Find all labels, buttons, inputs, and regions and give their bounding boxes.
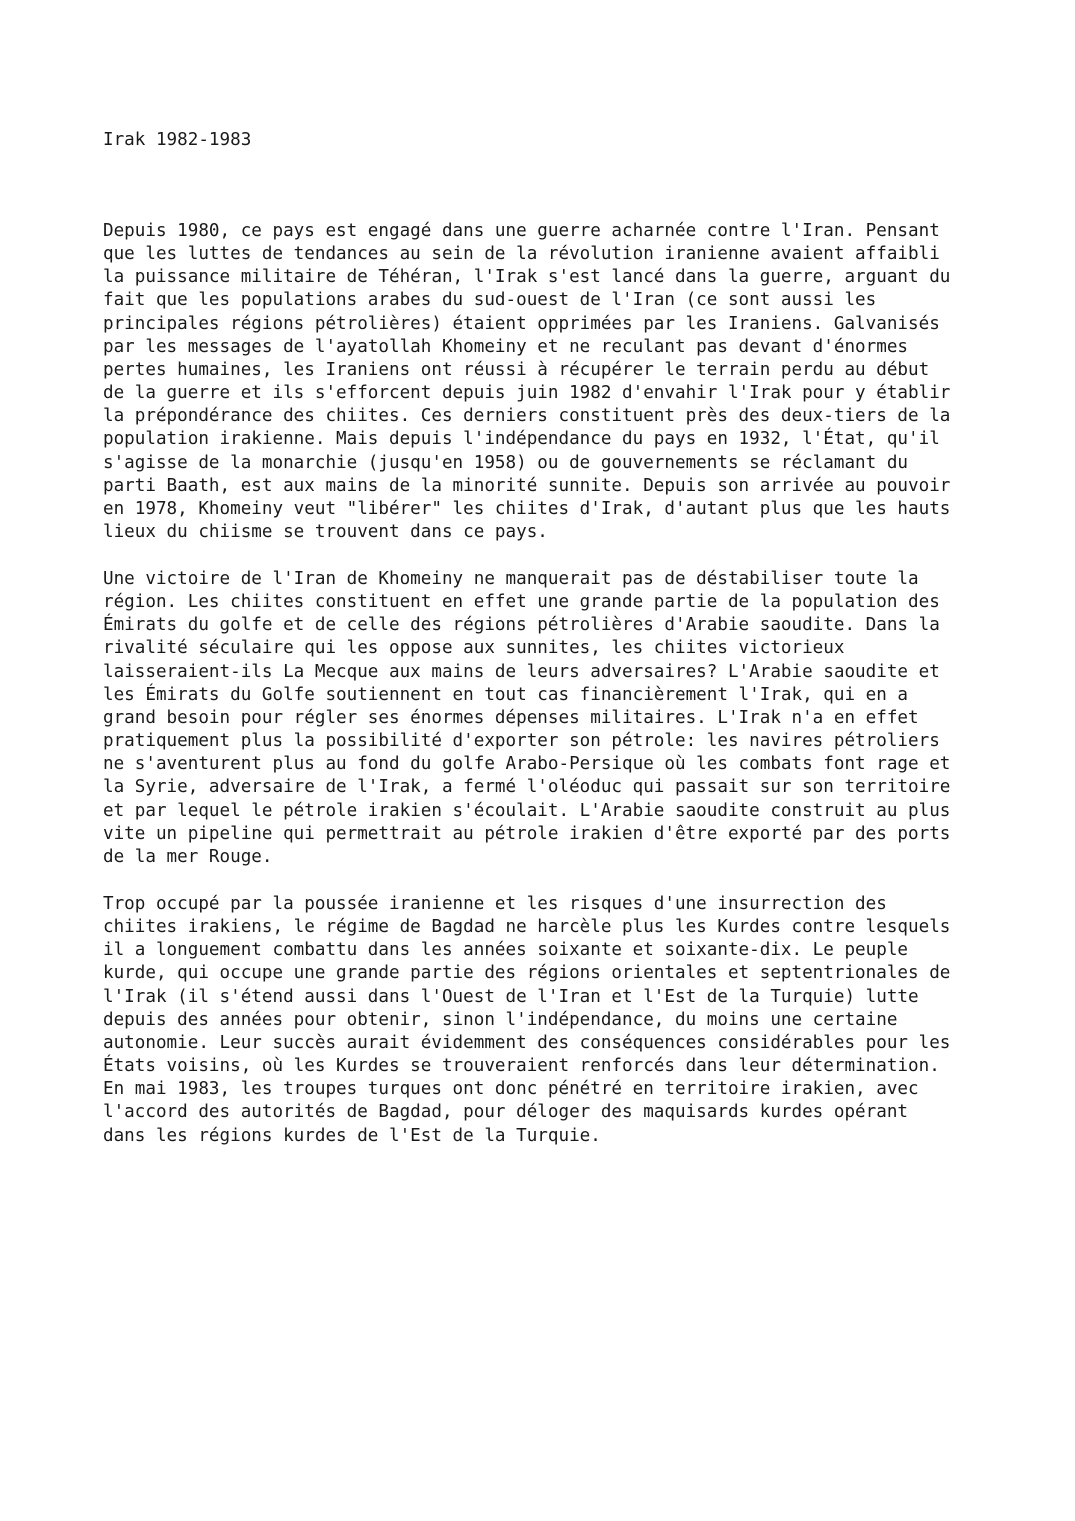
paragraph-regional-stakes: Une victoire de l'Iran de Khomeiny ne manquerait pas de déstabiliser toute la région. Les chiites constituent en effet une grande partie de la population des Émirats du golfe et de celle des régions pétrolières d'Arabie saoudite. Dans la rivalité séculaire qui les oppose aux sunnites, les chiites victorieux laisseraient-ils La Mecque aux mains de leurs adversaires? L'Arabie saoudite et les Émirats du Golfe soutiennent en tout cas financièrement l'Irak, qui en a grand besoin pour régler ses énormes dépenses militaires. L'Irak n'a en effet pratiquement plus la possibilité d'exporter son pétrole: les navires pétroliers ne s'aventurent plus au fond du golfe Arabo-Persique où les combats font rage et la Syrie, adversaire de l'Irak, a fermé l'oléoduc qui passait sur son territoire et par lequel le pétrole irakien s'écoulait. L'Arabie saoudite construit au plus vite un pipeline qui permettrait au pétrole irakien d'être exporté par des ports de la mer Rouge. [103,569,951,867]
paragraph-iran-war: Depuis 1980, ce pays est engagé dans une guerre acharnée contre l'Iran. Pensant que les luttes de tendances au sein de la révolution iranienne avaient affaibli la puissance militaire de Téhéran, l'Irak s'est lancé dans la guerre, arguant du fait que les populations arabes du sud-ouest de l'Iran (ce sont aussi les principales régions pétrolières) étaient opprimées par les Iraniens. Galvanisés par les messages de l'ayatollah Khomeiny et ne reculant pas devant d'énormes pertes humaines, les Iraniens ont réussi à récupérer le terrain perdu au début de la guerre et ils s'efforcent depuis juin 1982 d'envahir l'Irak pour y établir la prépondérance des chiites. Ces derniers constituent près des deux-tiers de la population irakienne. Mais depuis l'indépendance du pays en 1932, l'État, qu'il s'agisse de la monarchie (jusqu'en 1958) ou de gouvernements se réclamant du parti Baath, est aux mains de la minorité sunnite. Depuis son arrivée au pouvoir en 1978, Khomeiny veut "libérer" les chiites d'Irak, d'autant plus que les hauts lieux du chiisme se trouvent dans ce pays. [103,221,951,543]
document-title: Irak 1982-1983 [103,130,252,150]
paragraph-kurds: Trop occupé par la poussée iranienne et les risques d'une insurrection des chiites irakiens, le régime de Bagdad ne harcèle plus les Kurdes contre lesquels il a longuement combattu dans les années soixante et soixante-dix. Le peuple kurde, qui occupe une grande partie des régions orientales et septentrionales de l'Irak (il s'étend aussi dans l'Ouest de l'Iran et l'Est de la Turquie) lutte depuis des années pour obtenir, sinon l'indépendance, du moins une certaine autonomie. Leur succès aurait évidemment des conséquences considérables pour les États voisins, où les Kurdes se trouveraient renforcés dans leur détermination. En mai 1983, les troupes turques ont donc pénétré en territoire irakien, avec l'accord des autorités de Bagdad, pour déloger des maquisards kurdes opérant dans les régions kurdes de l'Est de la Turquie. [103,894,951,1146]
